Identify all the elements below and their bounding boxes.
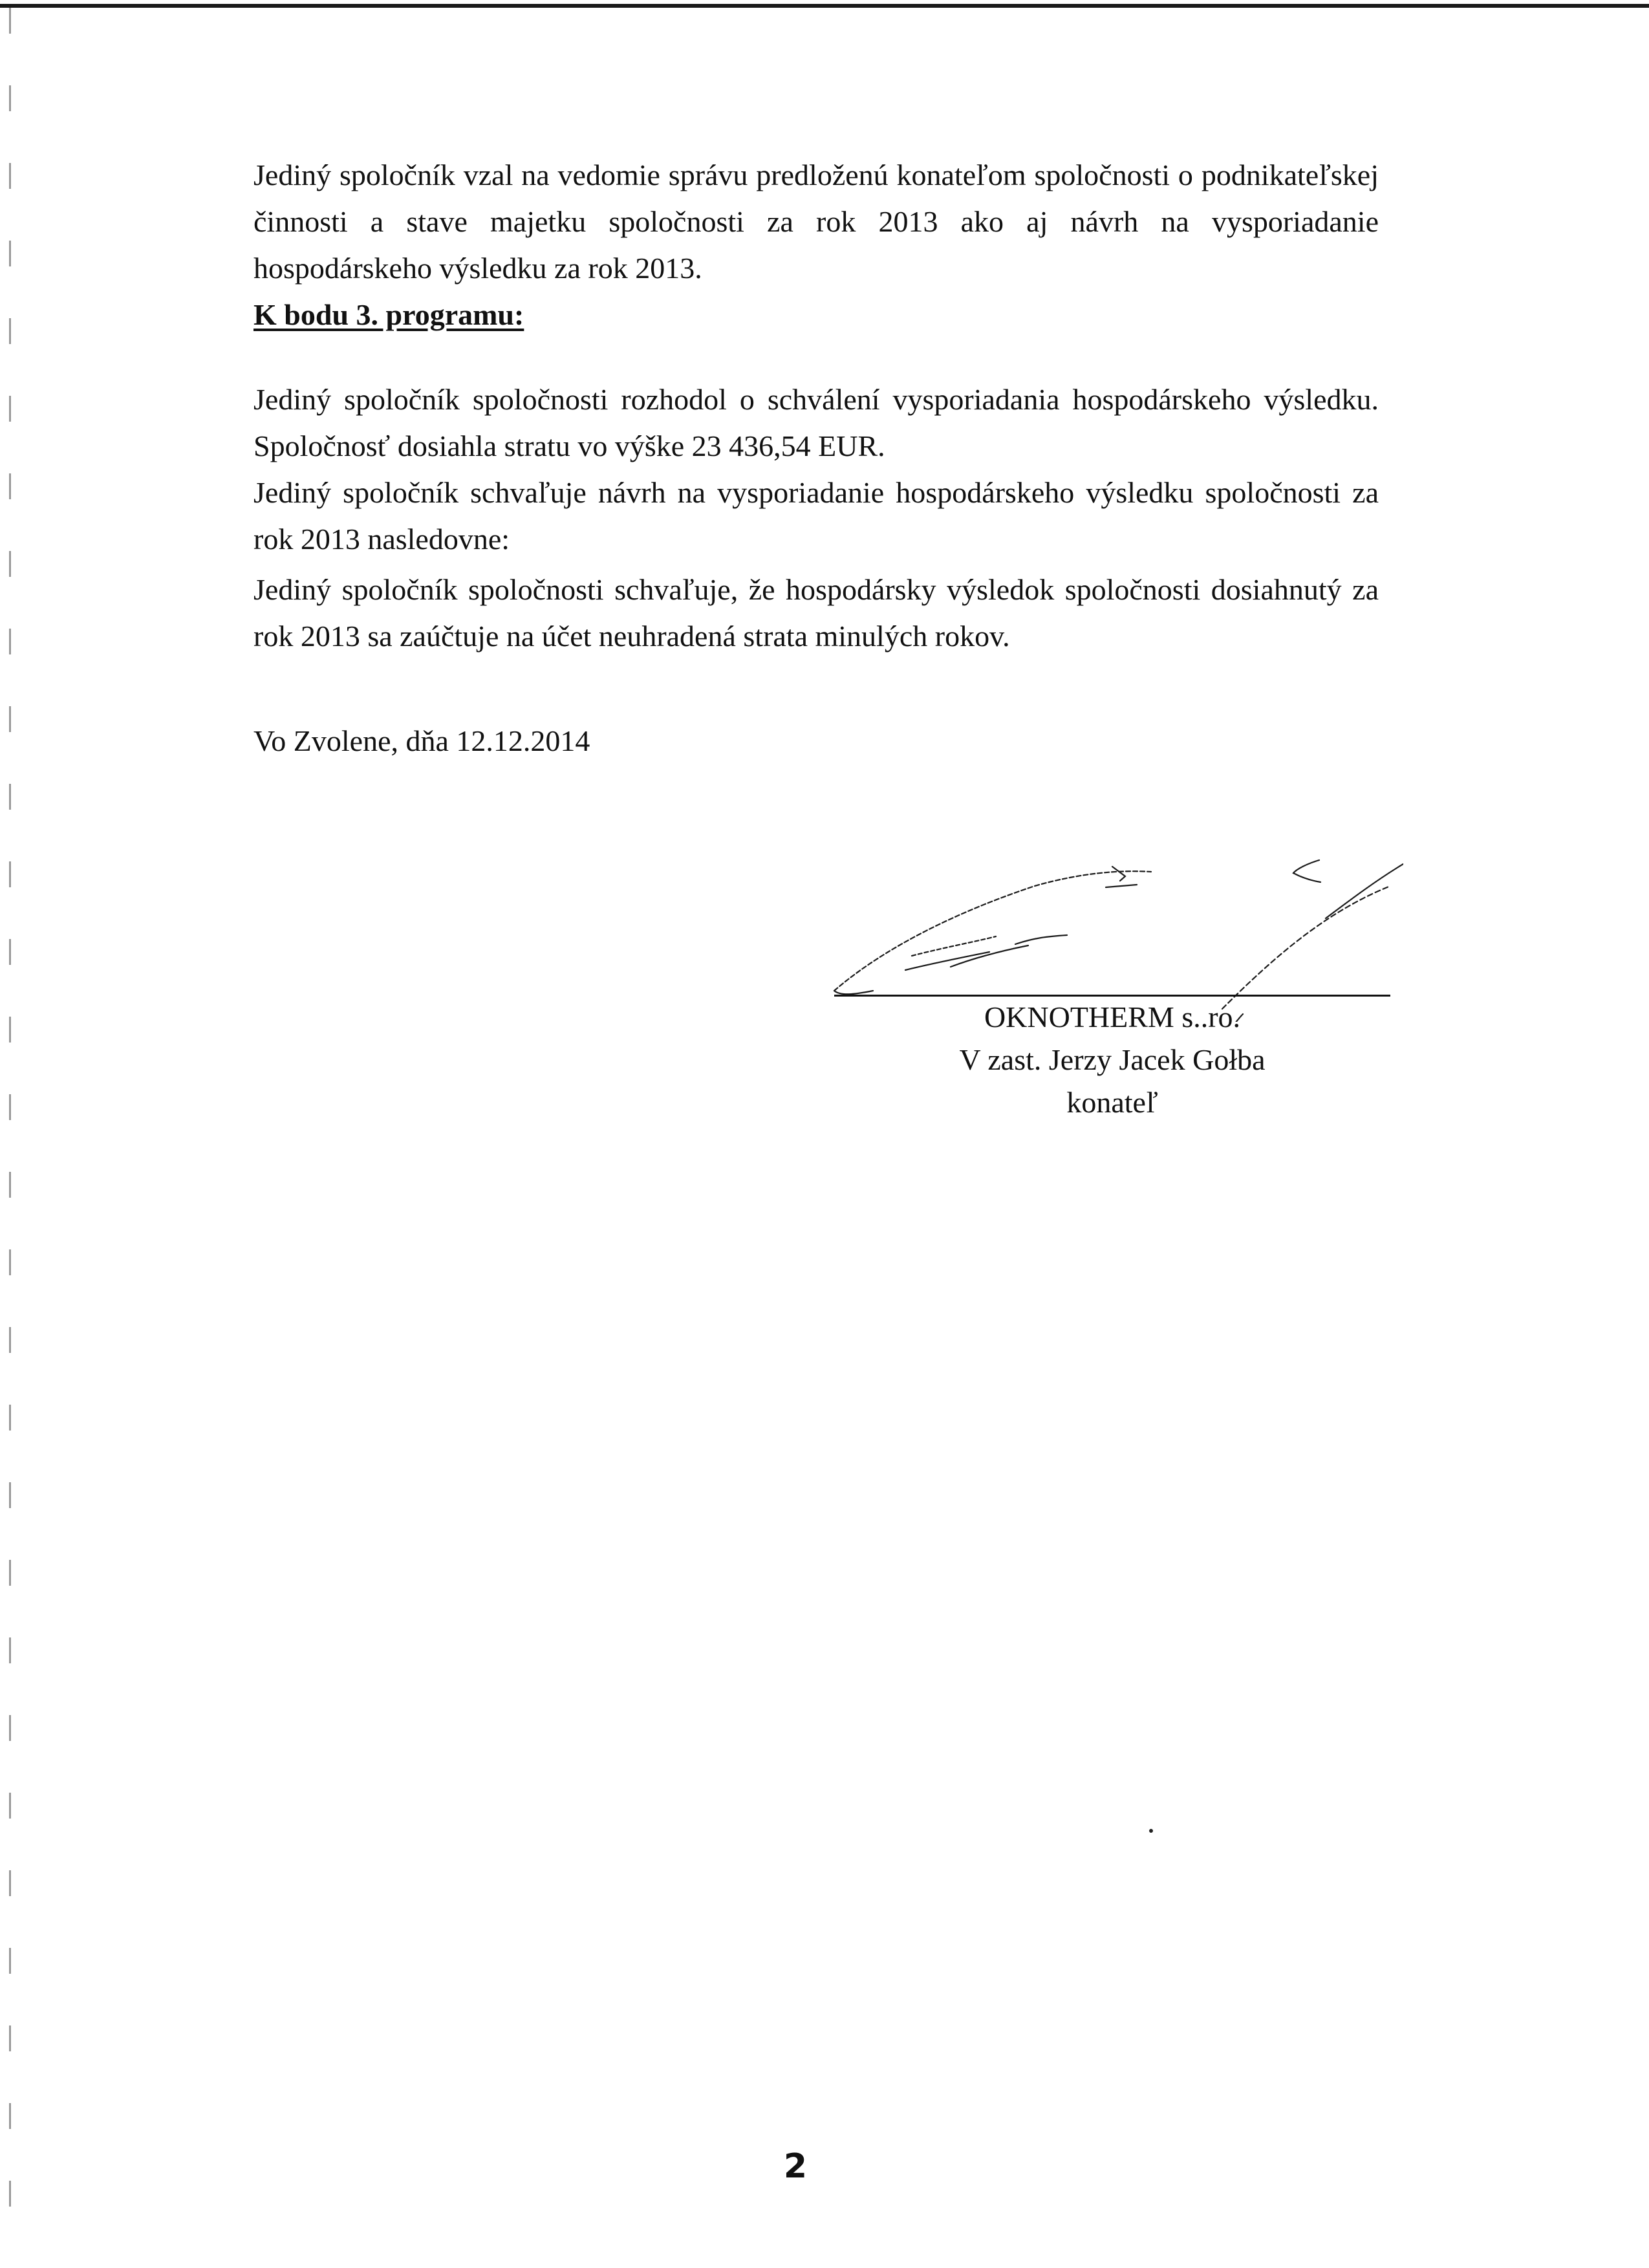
body-text-lower	[253, 376, 1379, 660]
paragraph-approval: Jediný spoločník schvaľuje návrh na vysporiadanie hospodárskeho výsledku spoločnosti za rok 2013 nasledovne:	[253, 476, 1379, 556]
place-and-date: Vo Zvolene, dňa 12.12.2014	[253, 724, 590, 757]
scan-speck	[1149, 1829, 1153, 1833]
scan-left-edge	[9, 8, 11, 2258]
paragraph-accounting: Jediný spoločník spoločnosti schvaľuje, že hospodársky výsledok spoločnosti dosiahnutý za rok 2013 sa zaúčtuje na účet neuhradená strata minulých rokov.	[253, 573, 1379, 653]
signatory-company: OKNOTHERM s..ro.	[984, 1000, 1241, 1033]
agenda-heading: K bodu 3. programu:	[253, 298, 524, 331]
signatory-block	[834, 996, 1390, 1124]
page-number: 2	[783, 2147, 808, 2186]
paragraph-acknowledgement: Jediný spoločník vzal na vedomie správu predloženú konateľom spoločnosti o podnikateľskej činnosti a stave majetku spoločnosti za rok 2013 ako aj návrh na vysporiadanie hospodárskeho výsledku za rok 2013.	[253, 158, 1379, 285]
signatory-role: konateľ	[1066, 1086, 1158, 1119]
signatory-representative: V zast. Jerzy Jacek Gołba	[959, 1043, 1266, 1076]
body-text-upper	[253, 152, 1379, 338]
scan-top-rule	[0, 4, 1649, 8]
paragraph-decision: Jediný spoločník spoločnosti rozhodol o schválení vysporiadania hospodárskeho výsledku. Spoločnosť dosiahla stratu vo výške 23 436,54 EUR.	[253, 383, 1379, 462]
